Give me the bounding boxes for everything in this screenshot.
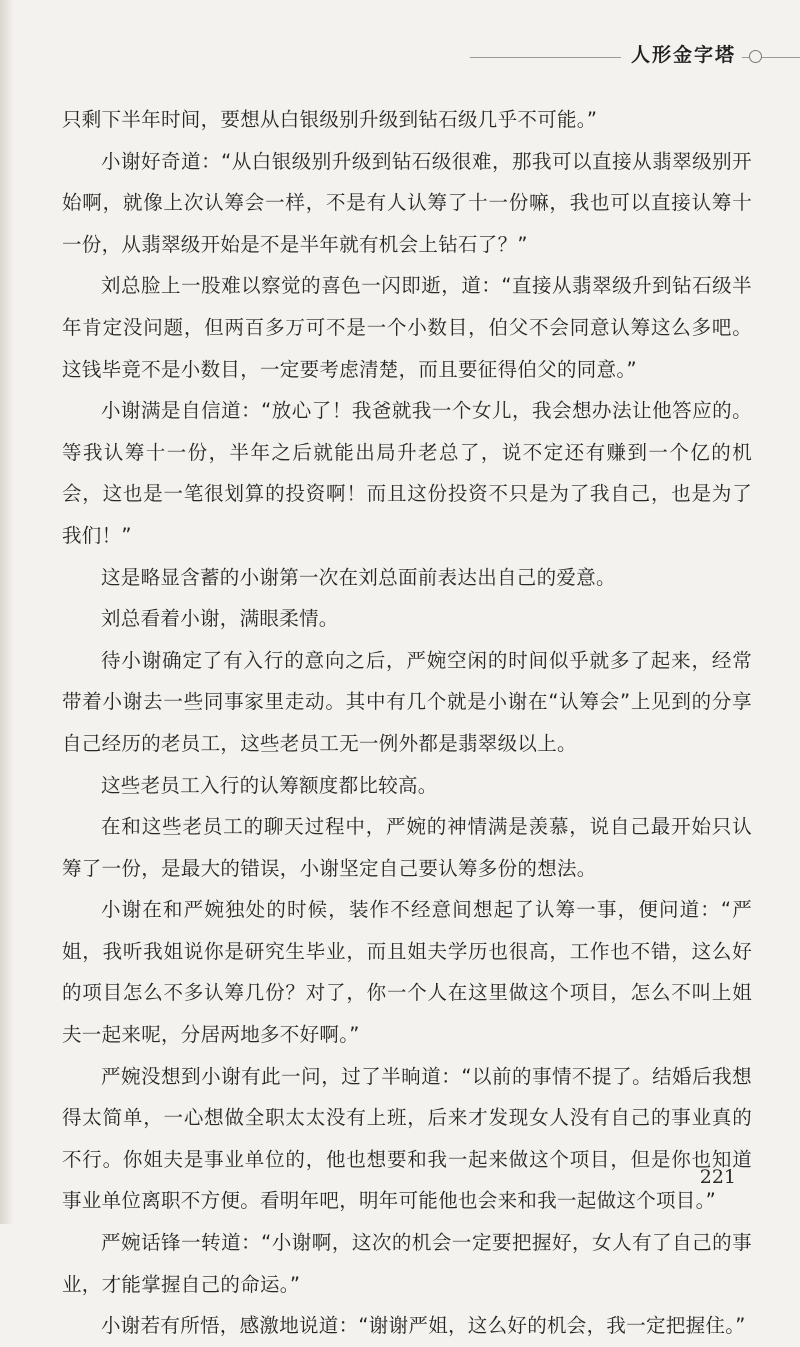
paragraph: 严婉没想到小谢有此一问，过了半晌道：“以前的事情不提了。结婚后我想得太简单，一心想做全职太太没有上班，后来才发现女人没有自己的事业真的不行。你姐夫是事业单位的，他也想要和我一起来做这个项目，但是你也知道事业单位离职不方便。看明年吧，明年可能他也会来和我一起做这个项目。”: [62, 1064, 752, 1213]
paragraph: 小谢好奇道：“从白银级别升级到钻石级很难，那我可以直接从翡翠级别开始啊，就像上次认筹会一样，不是有人认筹了十一份嘛，我也可以直接认筹十一份，从翡翠级开始是不是半年就有机会上钻石了？”: [62, 149, 752, 256]
paragraph: 这些老员工入行的认筹额度都比较高。: [101, 773, 438, 797]
page-number: 221: [699, 1166, 736, 1188]
paragraph: 待小谢确定了有入行的意向之后，严婉空闲的时间似乎就多了起来，经常带着小谢去一些同事家里走动。其中有几个就是小谢在“认筹会”上见到的分享自己经历的老员工，这些老员工无一例外都是翡翠级以上。: [62, 648, 752, 755]
paragraph: 严婉话锋一转道：“小谢啊，这次的机会一定要把握好，女人有了自己的事业，才能掌握自己的命运。”: [62, 1231, 752, 1296]
paragraph: 只剩下半年时间，要想从白银级别升级到钻石级几乎不可能。”: [62, 108, 598, 131]
paragraph: 刘总看着小谢，满眼柔情。: [101, 607, 339, 631]
page-edge-shadow: [0, 0, 14, 1224]
paragraph: 刘总脸上一股难以察觉的喜色一闪即逝，道：“直接从翡翠级升到钻石级半年肯定没问题，但两百多万可不是一个小数目，伯父不会同意认筹这么多吧。这钱毕竟不是小数目，一定要考虑清楚，而且要征得伯父的同意。”: [62, 274, 752, 381]
running-header-title: 人形金字塔: [621, 40, 742, 67]
running-header: [0, 38, 800, 78]
paragraph: 小谢若有所悟，感激地说道：“谢谢严姐，这么好的机会，我一定把握住。”: [101, 1314, 746, 1338]
paragraph: 小谢满是自信道：“放心了！我爸就我一个女儿，我会想办法让他答应的。等我认筹十一份，半年之后就能出局升老总了，说不定还有赚到一个亿的机会，这也是一笔很划算的投资啊！而且这份投资不只是为了我自己，也是为了我们！”: [62, 399, 752, 547]
header-circle-ornament: [749, 50, 762, 63]
paragraph: 小谢在和严婉独处的时候，装作不经意间想起了认筹一事，便问道：“严姐，我听我姐说你是研究生毕业，而且姐夫学历也很高，工作也不错，这么好的项目怎么不多认筹几份？对了，你一个人在这里做这个项目，怎么不叫上姐夫一起来呢，分居两地多不好啊。”: [62, 898, 752, 1047]
page-body: [62, 99, 752, 1347]
paragraph: 在和这些老员工的聊天过程中，严婉的神情满是羡慕，说自己最开始只认筹了一份，是最大的错误，小谢坚定自己要认筹多份的想法。: [62, 815, 752, 880]
paragraph: 这是略显含蓄的小谢第一次在刘总面前表达出自己的爱意。: [101, 565, 616, 589]
